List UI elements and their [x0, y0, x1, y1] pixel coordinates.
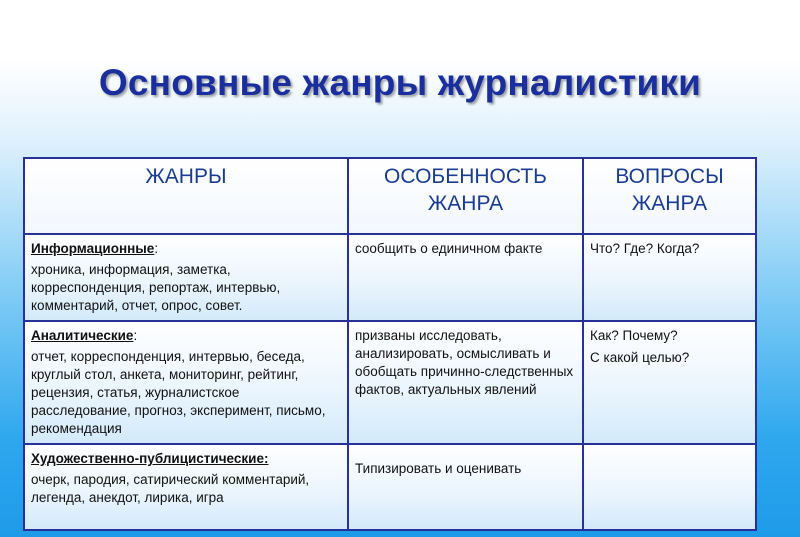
- question-text: Что? Где? Когда?: [590, 241, 700, 256]
- slide-title: Основные жанры журналистики: [98, 62, 702, 103]
- genre-list: отчет, корреспонденция, интервью, беседа, круглый стол, анкета, мониторинг, рейтинг, рецензия, статья, журналистское расследование, прогноз, эксперимент, письмо, рекомендация: [31, 349, 326, 436]
- header-questions: ВОПРОСЫ ЖАНРА: [583, 158, 756, 234]
- table-row: [24, 321, 756, 444]
- category-suffix: :: [154, 241, 159, 256]
- feature-text: сообщить о единичном факте: [355, 241, 543, 256]
- feature-text: призваны исследовать, анализировать, осмысливать и обобщать причинно-следственных фактов, актуальных явлений: [355, 328, 574, 397]
- feature-cell: [348, 321, 583, 444]
- genre-list: очерк, пародия, сатирический комментарий, легенда, анекдот, лирика, игра: [31, 472, 310, 505]
- questions-cell: [583, 321, 756, 444]
- category-title: Художественно-публицистические:: [31, 451, 269, 466]
- table-row: [24, 444, 756, 530]
- questions-cell: [583, 444, 756, 530]
- category-line: [31, 450, 341, 468]
- header-feature: ОСОБЕННОСТЬ ЖАНРА: [348, 158, 583, 234]
- table-row: [24, 234, 756, 321]
- feature-text: Типизировать и оценивать: [355, 461, 522, 476]
- category-line: [31, 240, 341, 258]
- category-suffix: :: [133, 328, 138, 343]
- category-title: Аналитические: [31, 328, 134, 343]
- genres-table: [23, 157, 757, 531]
- genres-cell: [24, 444, 348, 530]
- feature-cell: [348, 444, 583, 530]
- questions-cell: [583, 234, 756, 321]
- genres-cell: [24, 321, 348, 444]
- category-title: Информационные: [31, 241, 155, 256]
- question-text: С какой целью?: [590, 350, 690, 365]
- category-line: [31, 327, 341, 345]
- header-row: [24, 158, 756, 234]
- feature-cell: [348, 234, 583, 321]
- header-genres: ЖАНРЫ: [24, 158, 348, 234]
- genres-cell: [24, 234, 348, 321]
- genre-list: хроника, информация, заметка, корреспонденция, репортаж, интервью, комментарий, отчет, опрос, совет.: [31, 262, 281, 313]
- question-text: Как? Почему?: [590, 328, 678, 343]
